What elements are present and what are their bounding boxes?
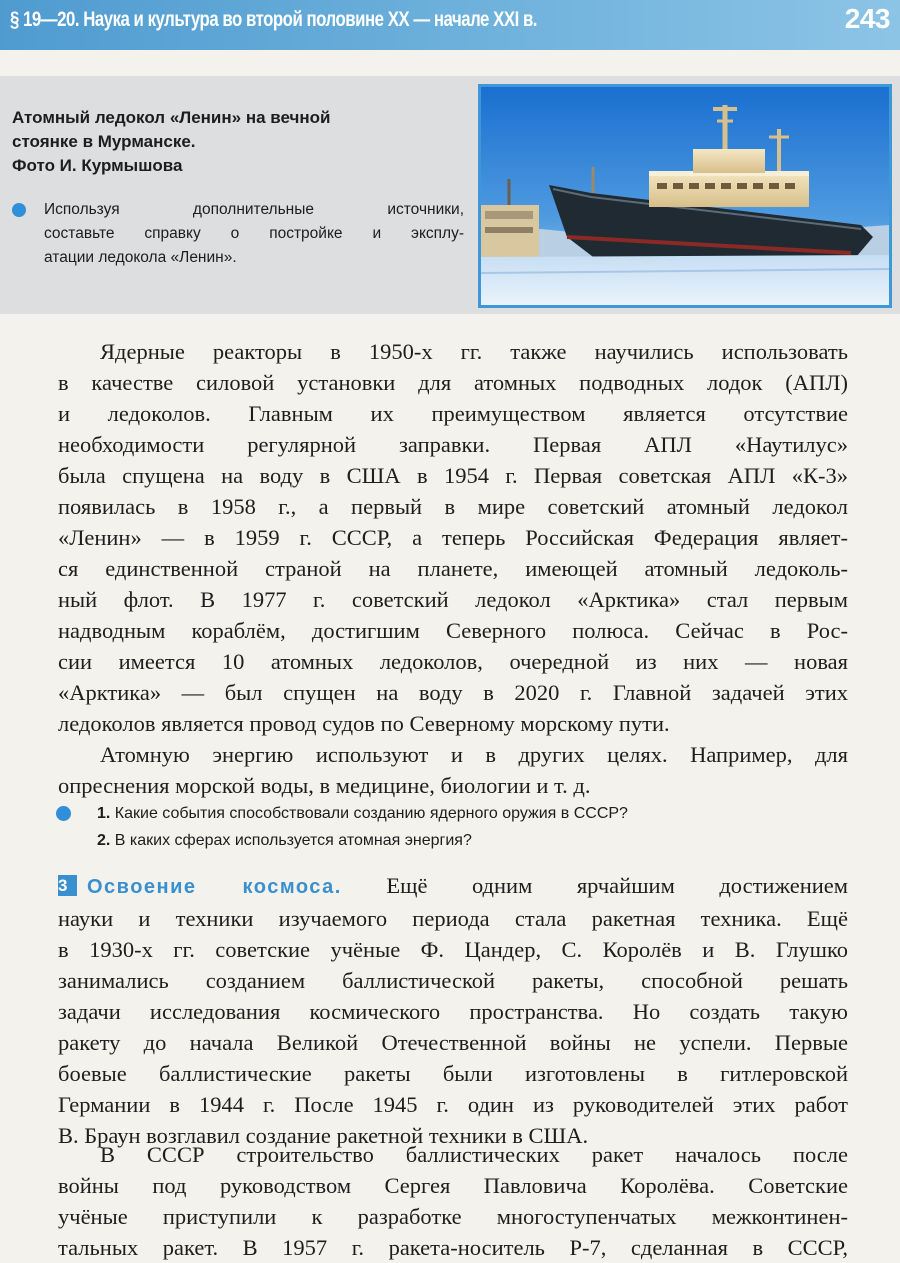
text-line: надводным кораблём, достигшим Северного полюса. Сейчас в Рос- xyxy=(58,618,848,643)
caption-line: Атомный ледокол «Ленин» на вечной xyxy=(12,108,331,127)
text-line: В СССР строительство баллистических ракет началось после xyxy=(100,1142,848,1167)
text-line: В. Браун возглавил создание ракетной техники в США. xyxy=(58,1123,589,1148)
text-line: появилась в 1958 г., а первый в мире советский атомный ледокол xyxy=(58,494,848,519)
text-line: тальных ракет. В 1957 г. ракета-носитель Р-7, сделанная в СССР, xyxy=(58,1235,848,1260)
section-first-line xyxy=(58,870,848,903)
task-line: составьте справку о постройке и эксплу- xyxy=(44,225,464,242)
paragraph-nuclear-reactors xyxy=(58,336,848,739)
text-line: ный флот. В 1977 г. советский ледокол «Арктика» стал первым xyxy=(58,587,848,612)
chapter-title: § 19—20. Наука и культура во второй половине XX — начале XXI в. xyxy=(10,8,537,31)
text-line: сии имеется 10 атомных ледоколов, очередной из них — новая xyxy=(58,649,848,674)
section-space-exploration xyxy=(58,870,848,1151)
caption-line: стоянке в Мурманске. xyxy=(12,132,196,151)
text-line: ракету до начала Великой Отечественной войны не успели. Первые xyxy=(58,1030,848,1055)
question-item xyxy=(97,800,867,827)
text-line: ся единственной страной на планете, имеющей атомный ледоколь- xyxy=(58,556,848,581)
question-item xyxy=(97,827,867,854)
text-line: науки и техники изучаемого периода стала ракетная техника. Ещё xyxy=(58,906,848,931)
question-number: 1. xyxy=(97,805,111,822)
text-line: Атомную энергию используют и в других целях. Например, для xyxy=(100,742,848,767)
text-line: войны под руководством Сергея Павловича Королёва. Советские xyxy=(58,1173,848,1198)
paragraph-ussr-rockets xyxy=(58,1139,848,1263)
task-text xyxy=(44,198,464,270)
page-header xyxy=(0,0,900,50)
text-line: опреснения морской воды, в медицине, биологии и т. д. xyxy=(58,773,591,798)
text-line: «Арктика» — был спущен на воду в 2020 г. Главной задачей этих xyxy=(58,680,848,705)
task-line: Используя дополнительные источники, xyxy=(44,201,464,218)
text-line: в 1930-х гг. советские учёные Ф. Цандер, С. Королёв и В. Глушко xyxy=(58,937,848,962)
page-number: 243 xyxy=(844,3,890,34)
text-line: Германии в 1944 г. После 1945 г. один из руководителей этих работ xyxy=(58,1092,848,1117)
caption-line: Фото И. Курмышова xyxy=(12,156,183,175)
text-line: задачи исследования космического пространства. Но создать такую xyxy=(58,999,848,1024)
text-line: в качестве силовой установки для атомных подводных лодок (АПЛ) xyxy=(58,370,848,395)
text-line: ледоколов является провод судов по Северному морскому пути. xyxy=(58,711,670,736)
section-number-badge: 3 xyxy=(58,875,77,896)
photo-caption xyxy=(12,106,452,178)
question-text: В каких сферах используется атомная энергия? xyxy=(114,832,472,849)
icebreaker-photo xyxy=(478,84,892,308)
text-line: учёные приступили к разработке многоступенчатых межконтинен- xyxy=(58,1204,848,1229)
text-line: и ледоколов. Главным их преимуществом является отсутствие xyxy=(58,401,848,426)
paragraph-atomic-energy-uses xyxy=(58,739,848,801)
question-list xyxy=(97,800,867,854)
text-line: Ядерные реакторы в 1950-х гг. также научились использовать xyxy=(100,339,848,364)
text-fragment: Ещё одним ярчайшим достижением xyxy=(386,873,848,898)
task-bullet-icon xyxy=(12,203,26,217)
question-text: Какие события способствовали созданию ядерного оружия в СССР? xyxy=(114,805,628,822)
text-line: боевые баллистические ракеты были изготовлены в гитлеровской xyxy=(58,1061,848,1086)
section-title: Освоение космоса. xyxy=(87,876,342,898)
text-line: занимались созданием баллистической ракеты, способной решать xyxy=(58,968,848,993)
text-line: необходимости регулярной заправки. Первая АПЛ «Наутилус» xyxy=(58,432,848,457)
text-line: была спущена на воду в США в 1954 г. Первая советская АПЛ «К-3» xyxy=(58,463,848,488)
icebreaker-image xyxy=(481,87,889,305)
question-bullet-icon xyxy=(56,806,71,821)
text-line: «Ленин» — в 1959 г. СССР, а теперь Российская Федерация являет- xyxy=(58,525,848,550)
question-number: 2. xyxy=(97,832,111,849)
task-line: атации ледокола «Ленин». xyxy=(44,249,237,266)
